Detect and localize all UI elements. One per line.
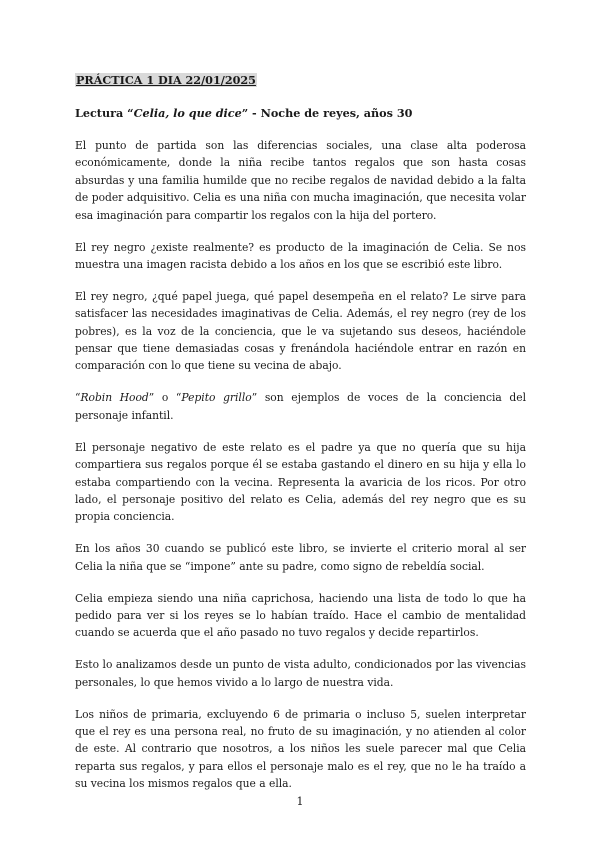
- subtitle-book-title: Celia, lo que dice: [133, 106, 242, 120]
- paragraph: Esto lo analizamos desde un punto de vista adulto, condicionados por las vivencias personales, lo que hemos vivido a lo largo de nuestra vida.: [75, 658, 526, 689]
- paragraph: Celia empieza siendo una niña caprichosa, haciendo una lista de todo lo que ha pedido para ver si los reyes se lo habían traído. Hace el cambio de mentalidad cuando se acuerda que el año pasado no tuvo regalos y decide repartirlos.: [75, 591, 526, 640]
- voices-example-2: Pepito grillo: [181, 391, 252, 405]
- paragraph: Los niños de primaria, excluyendo 6 de primaria o incluso 5, suelen interpretar que el rey es una persona real, no fruto de su imaginación, y no atienden al color de este. Al contrario que nosotros, a los niños les suele parecer mal que Celia reparta sus regalos, y para ellos el personaje malo es el rey, que no le ha traído a su vecina los mismos regalos que a ella.: [75, 707, 526, 791]
- voices-open-quote: “: [75, 391, 81, 405]
- voices-example-1: Robin Hood: [80, 391, 149, 405]
- paragraph-voices: [75, 389, 526, 424]
- document-subtitle: [75, 106, 412, 120]
- paragraph: En los años 30 cuando se publicó este libro, se invierte el criterio moral al ser Celia la niña que se “impone” ante su padre, como signo de rebeldía social.: [75, 542, 526, 573]
- voices-rest: ” son ejemplos de voces de la conciencia del personaje infantil.: [75, 391, 526, 422]
- document-title: PRÁCTICA 1 DIA 22/01/2025: [76, 73, 256, 87]
- paragraph: El personaje negativo de este relato es el padre ya que no quería que su hija compartiera sus regalos porque él se estaba gastando el dinero en su hija y ella lo estaba compartiendo con la vecina. Representa la avaricia de los ricos. Por otro lado, el personaje positivo del relato es Celia, además del rey negro que es su propia conciencia.: [75, 440, 526, 524]
- voices-mid: ” o “: [148, 391, 182, 405]
- paragraph: El punto de partida son las diferencias sociales, una clase alta poderosa económicamente, donde la niña recibe tantos regalos que son hasta cosas absurdas y una familia humilde que no recibe regalos de navidad debido a la falta de poder adquisitivo. Celia es una niña con mucha imaginación, que necesita volar esa imaginación para compartir los regalos con la hija del portero.: [75, 139, 526, 222]
- document-body: [75, 137, 526, 807]
- subtitle-prefix: Lectura “: [75, 106, 134, 120]
- paragraph: El rey negro, ¿qué papel juega, qué papel desempeña en el relato? Le sirve para satisfacer las necesidades imaginativas de Celia. Además, el rey negro (rey de los pobres), es la voz de la conciencia, que le va sujetando sus deseos, haciéndole pensar que tiene demasiadas cosas y frenándola haciéndole entrar en razón en comparación con lo que tiene su vecina de abajo.: [75, 289, 526, 373]
- page-number: 1: [296, 795, 304, 808]
- subtitle-suffix: ” - Noche de reyes, años 30: [241, 106, 413, 120]
- paragraph: El rey negro ¿existe realmente? es producto de la imaginación de Celia. Se nos muestra una imagen racista debido a los años en los que se escribió este libro.: [75, 240, 526, 271]
